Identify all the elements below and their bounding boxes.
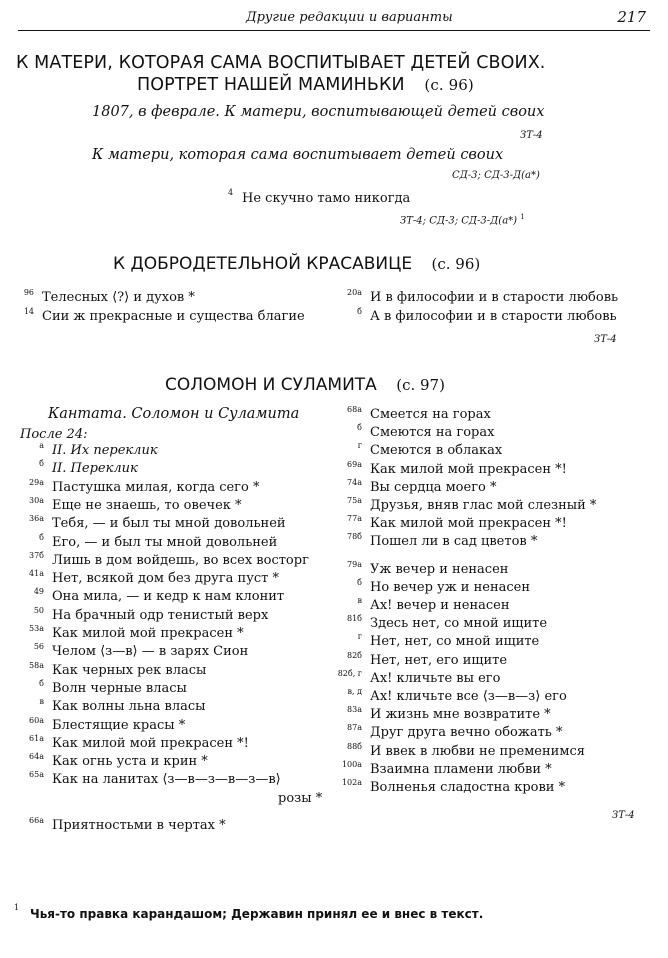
verse-line: А в философии и в старости любовь	[370, 308, 617, 324]
line-number: 83а	[347, 705, 362, 715]
line-number: 68а	[347, 405, 362, 414]
line-number: г	[357, 441, 362, 451]
verse-line: Как милой мой прекрасен *!	[52, 735, 249, 751]
section1-line-number: 4	[228, 188, 234, 197]
verse-line: Как милой мой прекрасен *	[52, 626, 244, 641]
verse-line: Вы сердца моего *	[370, 479, 497, 495]
verse-line: Друг друга вечно обожать *	[370, 725, 563, 741]
verse-line: И в философии и в старости любовь	[370, 290, 619, 305]
section1-line-text: Не скучно тамо никогда	[242, 191, 411, 206]
section3-siglum: ЗТ-4	[612, 810, 635, 821]
verse-line: II. Их переклик	[52, 443, 158, 458]
verse-line: Волн черные власы	[52, 680, 187, 696]
line-number: б	[357, 423, 362, 433]
line-number: 37б	[29, 550, 44, 560]
verse-line: Телесных ⟨?⟩ и духов *	[42, 290, 195, 305]
line-number: 69а	[347, 459, 362, 469]
line-number: 66а	[29, 816, 44, 825]
verse-line: Блестящие красы *	[52, 717, 186, 733]
line-number: б	[357, 577, 362, 587]
verse-line: Здесь нет, со мной ищите	[370, 616, 548, 632]
section1-title-line2	[137, 75, 474, 95]
line-number: в	[357, 596, 362, 605]
line-number: б	[357, 306, 362, 316]
line-number: 77а	[347, 514, 362, 524]
footnote-number: 1	[14, 903, 20, 912]
verse-line: Как черных рек власы	[52, 662, 207, 678]
line-number: а	[39, 441, 44, 450]
verse-line: Как огнь уста и крин *	[52, 754, 208, 770]
section1-line-siglum-text: ЗТ-4; СД-3; СД-3-Д(а*)	[400, 215, 518, 227]
verse-line: И ввек в любви не пременимся	[370, 743, 585, 759]
line-number: 20а	[347, 288, 362, 297]
verse-line: Ах! вечер и ненасен	[370, 598, 510, 613]
verse-line: На брачный одр тенистый верх	[52, 607, 269, 623]
line-number: 14	[23, 306, 34, 316]
verse-line: Нет, всякой дом без друга пуст *	[52, 571, 279, 587]
line-number: 64а	[29, 752, 44, 762]
line-number: 100а	[341, 759, 362, 769]
section3-cite: (с. 97)	[396, 376, 445, 394]
verse-line: Ах! кличьте все ⟨з—в—з⟩ его	[370, 689, 567, 704]
verse-line: Нет, нет, его ищите	[370, 652, 508, 668]
verse-line: Его, — и был ты мной довольней	[52, 534, 278, 550]
verse-line: Тебя, — и был ты мной довольней	[52, 516, 286, 532]
footnote-ref: 1	[520, 213, 525, 221]
running-header-title: Другие редакции и варианты	[246, 10, 453, 25]
line-number: 82б	[347, 650, 362, 660]
line-number: 49	[33, 587, 44, 597]
line-number: г	[357, 632, 362, 642]
verse-line: Еще не знаешь, то овечек *	[52, 497, 242, 513]
running-header	[18, 8, 650, 31]
verse-line: Как милой мой прекрасен *!	[370, 516, 567, 532]
section1-line-siglum	[400, 213, 525, 226]
verse-line: Пошел ли в сад цветов *	[370, 534, 538, 550]
verse-line: Смеются на горах	[370, 425, 495, 441]
section1-variant2: К матери, которая сама воспитывает детей своих	[92, 147, 504, 163]
section3-title	[165, 375, 445, 395]
section2-cite: (с. 96)	[431, 255, 481, 273]
section1-cite: (с. 96)	[424, 76, 474, 94]
line-number: в	[39, 697, 44, 707]
section3-cantata-title: Кантата. Соломон и Суламита	[48, 406, 300, 422]
line-number: 78б	[347, 532, 362, 542]
line-number: б	[39, 678, 44, 688]
verse-line: розы *	[278, 790, 323, 806]
line-number: 87а	[347, 723, 362, 733]
section1-variant1-siglum: ЗТ-4	[520, 130, 543, 141]
verse-line: Как на ланитах ⟨з—в—з—в—з—в⟩	[52, 772, 281, 788]
section3-after-label: После 24:	[20, 427, 88, 442]
line-number: 30а	[29, 495, 44, 505]
line-number: 58а	[29, 660, 44, 670]
line-number: 29а	[29, 477, 44, 487]
verse-line: Уж вечер и ненасен	[370, 561, 509, 577]
section3-title-text: СОЛОМОН И СУЛАМИТА	[165, 375, 377, 395]
verse-line: II. Переклик	[52, 461, 138, 477]
section1-title-line1: К МАТЕРИ, КОТОРАЯ САМА ВОСПИТЫВАЕТ ДЕТЕЙ СВОИХ.	[16, 53, 546, 73]
line-number: 88б	[347, 741, 362, 751]
verse-line: Пастушка милая, когда сего *	[52, 479, 260, 495]
line-number: 82б, г	[337, 668, 362, 678]
verse-line: Нет, нет, со мной ищите	[370, 634, 540, 650]
verse-line: Как волны льна власы	[52, 699, 206, 715]
line-number: 60а	[29, 715, 44, 725]
verse-line: Как милой мой прекрасен *!	[370, 461, 567, 477]
verse-line: Смеется на горах	[370, 407, 491, 422]
line-number: 102а	[341, 778, 362, 787]
verse-line: Смеются в облаках	[370, 443, 503, 459]
verse-line: Сии ж прекрасные и существа благие	[42, 308, 305, 324]
line-number: 36а	[29, 514, 44, 524]
section2-title	[113, 254, 480, 274]
line-number: 75а	[347, 496, 362, 505]
line-number: 61а	[29, 733, 44, 743]
page-number: 217	[617, 8, 646, 26]
section1-variant1: 1807, в феврале. К матери, воспитывающей детей своих	[92, 104, 545, 120]
section1-variant2-siglum: СД-3; СД-3-Д(а*)	[452, 170, 540, 181]
line-number: в, д	[347, 687, 362, 696]
verse-line: И жизнь мне возвратите *	[370, 707, 551, 723]
section2-title-text: К ДОБРОДЕТЕЛЬНОЙ КРАСАВИЦЕ	[113, 254, 413, 274]
verse-line: Приятностьми в чертах *	[52, 818, 226, 833]
verse-line: Ах! кличьте вы его	[370, 670, 501, 686]
verse-line: Взаимна пламени любви *	[370, 761, 552, 777]
line-number: б	[39, 532, 44, 542]
line-number: 41а	[29, 569, 44, 579]
verse-line: Но вечер уж и ненасен	[370, 579, 530, 595]
line-number: б	[39, 459, 44, 469]
line-number: 56	[33, 642, 44, 652]
line-number: 96	[23, 288, 34, 297]
section2-siglum: ЗТ-4	[594, 334, 617, 345]
line-number: 65а	[29, 770, 44, 780]
section1-title-line2-text: ПОРТРЕТ НАШЕЙ МАМИНЬКИ	[137, 75, 405, 95]
line-number: 74а	[347, 477, 362, 487]
line-number: 79а	[347, 559, 362, 569]
line-number: 53а	[29, 624, 44, 633]
line-number: 81б	[347, 614, 362, 624]
verse-line: Она мила, — и кедр к нам клонит	[52, 589, 285, 605]
footnote-text: Чья-то правка карандашом; Державин принял ее и внес в текст.	[30, 907, 484, 921]
verse-line: Лишь в дом войдешь, во всех восторг	[52, 552, 309, 568]
verse-line: Друзья, вняв глас мой слезный *	[370, 498, 597, 513]
line-number: 50	[33, 605, 44, 615]
verse-line: Волненья сладостна крови *	[370, 780, 566, 795]
verse-line: Челом ⟨з—в⟩ — в зарях Сион	[52, 644, 249, 660]
